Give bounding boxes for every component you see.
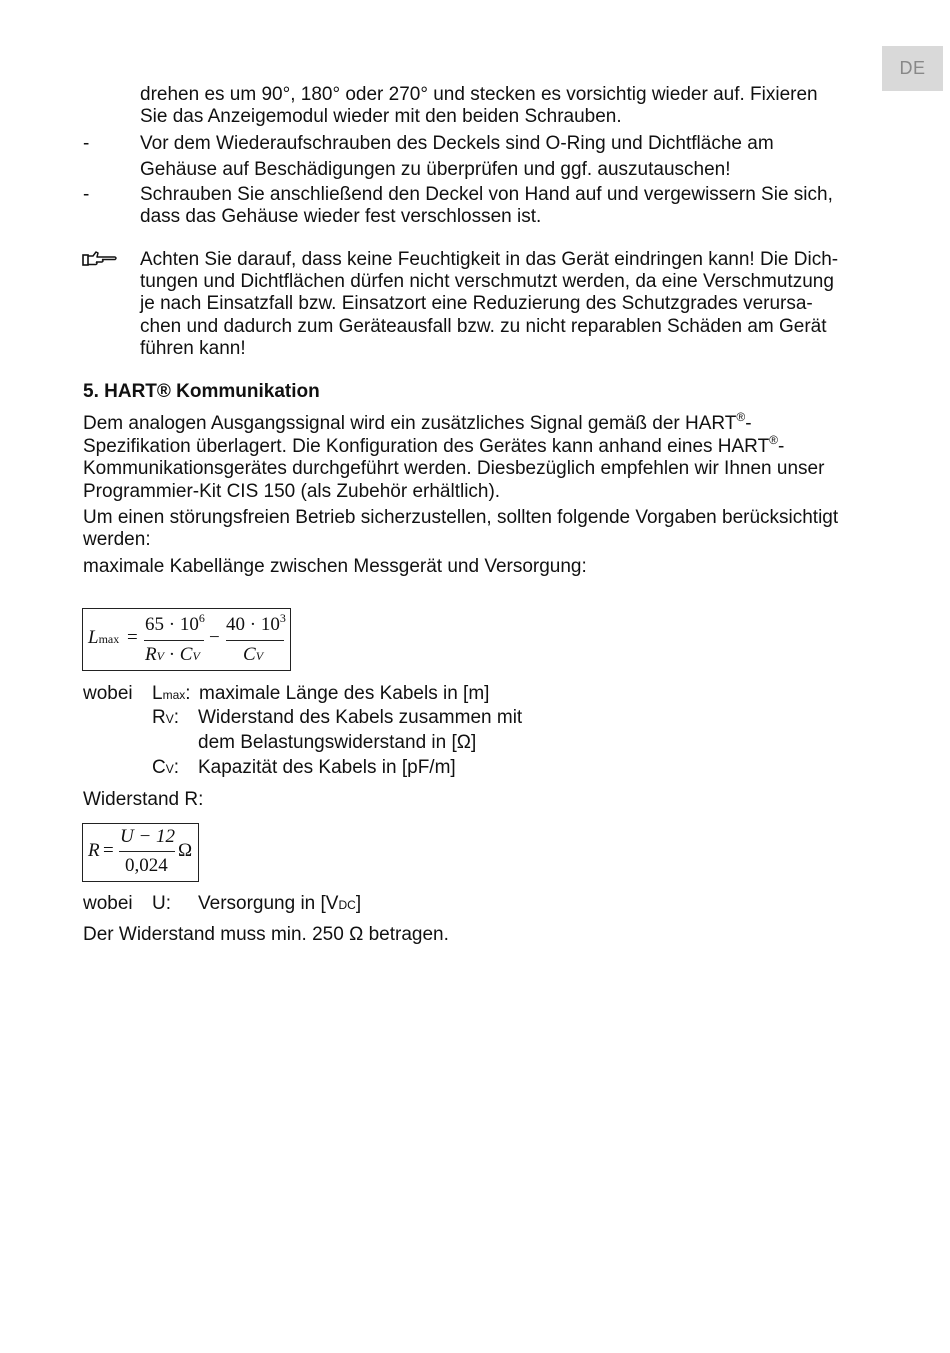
note-line-1: Achten Sie darauf, dass keine Feuchtigkeit in das Gerät eindringen kann! Die Dich- (140, 249, 839, 270)
para1-line-1-text: Dem analogen Ausgangssignal wird ein zusätzliches Signal gemäß der HART (83, 413, 737, 434)
formula-denominator-2: CV (243, 644, 264, 665)
para1-line-1 (83, 410, 752, 436)
formula-minus: − (209, 627, 220, 648)
fraction-line-2 (226, 640, 284, 641)
formula2-unit: Ω (178, 840, 193, 861)
bullet-2-line-2: dass das Gehäuse wieder fest verschlossen ist. (140, 206, 542, 227)
legend1-symbol: CV: (152, 757, 180, 778)
formula2-denominator: 0,024 (125, 855, 168, 876)
legend2-symbol: U: (152, 893, 171, 914)
fraction-line (119, 851, 175, 852)
final-sentence: Der Widerstand muss min. 250 Ω betragen. (83, 924, 449, 945)
para1-line-4: Programmier-Kit CIS 150 (als Zubehör erhältlich). (83, 481, 501, 502)
cable-length-formula (82, 608, 291, 671)
legend1-text: Kapazität des Kabels in [pF/m] (198, 757, 456, 778)
hyphen: - (778, 436, 785, 457)
legend2-text: Versorgung in [VDC] (198, 893, 362, 914)
continuation-line-2: Sie das Anzeigemodul wieder mit den beiden Schrauben. (140, 106, 622, 127)
formula-equals: = (127, 627, 138, 648)
formula2-lhs: R (88, 840, 100, 861)
para2-line-1: Um einen störungsfreien Betrieb sicherzustellen, sollten folgende Vorgaben berücksichtigt (83, 507, 839, 528)
para2-line-2: werden: (83, 529, 151, 550)
language-tab: DE (882, 46, 943, 91)
legend1-symbol: RV: (152, 707, 180, 728)
pointing-hand-icon (82, 249, 118, 269)
legend1-text: Widerstand des Kabels zusammen mit (198, 707, 523, 728)
legend1-wobei: wobei (83, 683, 133, 704)
formula-denominator-1: RV · CV (145, 644, 200, 665)
formula2-equals: = (103, 840, 114, 861)
bullet-dash: - (83, 184, 90, 205)
note-line-5: führen kann! (140, 338, 246, 359)
resistance-label: Widerstand R: (83, 789, 204, 810)
note-line-3: je nach Einsatzfall bzw. Einsatzort eine Reduzierung des Schutzgrades verursa- (140, 293, 813, 314)
para1-line-2 (83, 433, 785, 459)
note-line-2: tungen und Dichtflächen dürfen nicht verschmutzt werden, da eine Verschmutzung (140, 271, 834, 292)
formula-numerator-1: $65 \cdot 10^6$ (145, 611, 205, 635)
resistance-formula (82, 823, 199, 882)
fraction-line-1 (144, 640, 204, 641)
para1-line-2-text: Spezifikation überlagert. Die Konfiguration des Gerätes kann anhand eines HART (83, 436, 770, 457)
formula-numerator-2: $40 \cdot 10^3$ (226, 611, 286, 635)
note-line-4: chen und dadurch zum Geräteausfall bzw. zu nicht reparablen Schäden am Gerät (140, 316, 827, 337)
section-heading: 5. HART® Kommunikation (83, 381, 320, 402)
formula2-numerator: U − 12 (120, 826, 176, 847)
hyphen: - (745, 413, 752, 434)
bullet-1-line-2: Gehäuse auf Beschädigungen zu überprüfen und ggf. auszutauschen! (140, 159, 731, 180)
continuation-line-1: drehen es um 90°, 180° oder 270° und stecken es vorsichtig wieder auf. Fixieren (140, 84, 818, 105)
bullet-2-line-1: Schrauben Sie anschließend den Deckel von Hand auf und vergewissern Sie sich, (140, 184, 833, 205)
legend1-text: maximale Länge des Kabels in [m] (199, 683, 490, 704)
formula-lhs: Lmax (88, 627, 120, 648)
registered-mark: ® (769, 433, 779, 447)
para1-line-3: Kommunikationsgerätes durchgeführt werden. Diesbezüglich empfehlen wir Ihnen unser (83, 458, 825, 479)
legend1-symbol: Lmax: (152, 683, 191, 704)
bullet-dash: - (83, 133, 90, 154)
bullet-1-line-1: Vor dem Wiederaufschrauben des Deckels sind O-Ring und Dichtfläche am (140, 133, 774, 154)
legend1-text: dem Belastungswiderstand in [Ω] (198, 732, 477, 753)
legend2-wobei: wobei (83, 893, 133, 914)
para3: maximale Kabellänge zwischen Messgerät und Versorgung: (83, 556, 587, 577)
registered-mark: ® (736, 410, 746, 424)
